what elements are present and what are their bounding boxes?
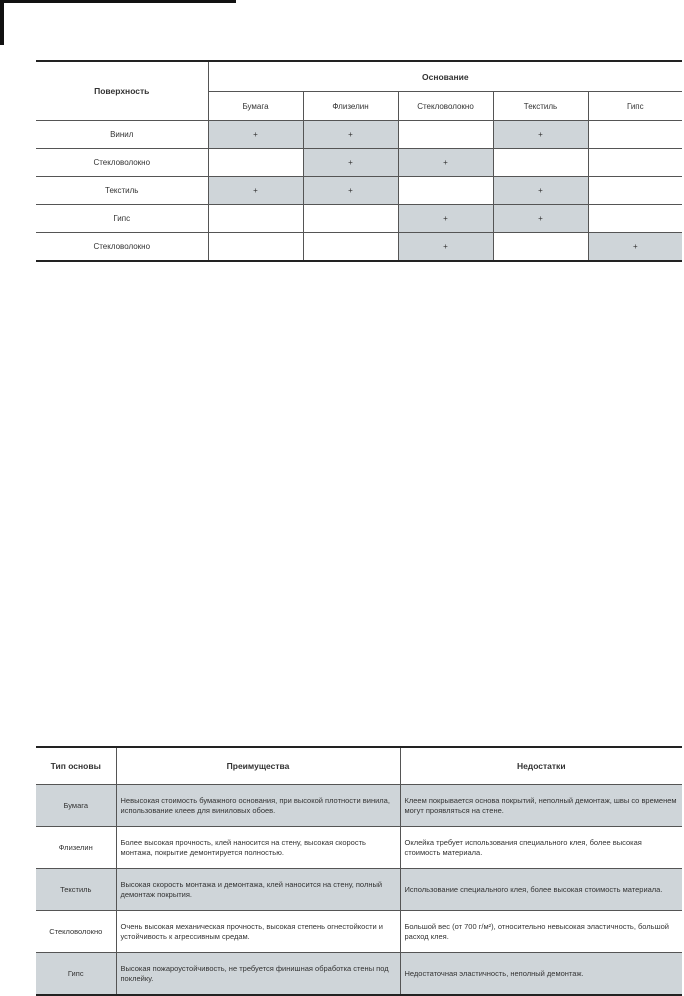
pros-cell: Очень высокая механическая прочность, высокая степень огнестойкости и устойчивость к агрессивным средам. — [116, 911, 400, 953]
page-corner-rule-vertical — [0, 0, 4, 45]
compatibility-cell — [208, 205, 303, 233]
base-type-cell: Стекловолокно — [36, 911, 116, 953]
pros-cell: Более высокая прочность, клей наносится на стену, высокая скорость монтажа, покрытие демонтируется полностью. — [116, 827, 400, 869]
compatibility-cell — [493, 233, 588, 262]
compatibility-cell — [303, 233, 398, 262]
table-row — [36, 785, 682, 827]
table-row — [36, 869, 682, 911]
cons-cell: Большой вес (от 700 г/м²), относительно невысокая эластичность, большой расход клея. — [400, 911, 682, 953]
base-column-label: Гипс — [588, 92, 682, 121]
compatibility-cell: + — [493, 177, 588, 205]
compatibility-cell: + — [303, 177, 398, 205]
table-row — [36, 953, 682, 996]
compatibility-cell: + — [493, 121, 588, 149]
table-row — [36, 827, 682, 869]
surface-label: Гипс — [36, 205, 208, 233]
table-row — [36, 205, 682, 233]
base-type-cell: Текстиль — [36, 869, 116, 911]
pros-cell: Высокая скорость монтажа и демонтажа, клей наносится на стену, полный демонтаж покрытия. — [116, 869, 400, 911]
base-type-cell: Бумага — [36, 785, 116, 827]
compatibility-cell: + — [303, 149, 398, 177]
compatibility-cell: + — [303, 121, 398, 149]
compatibility-cell — [208, 149, 303, 177]
page-corner-rule-horizontal — [0, 0, 236, 3]
table-row — [36, 149, 682, 177]
base-column-header: Основание — [208, 61, 682, 92]
type-column-header: Тип основы — [36, 747, 116, 785]
compatibility-cell — [588, 149, 682, 177]
surface-label: Текстиль — [36, 177, 208, 205]
compatibility-cell: + — [398, 205, 493, 233]
table-row — [36, 177, 682, 205]
table-row — [36, 233, 682, 262]
compatibility-cell: + — [493, 205, 588, 233]
surface-label: Винил — [36, 121, 208, 149]
surface-column-header: Поверхность — [36, 61, 208, 121]
base-column-label: Текстиль — [493, 92, 588, 121]
cons-cell: Оклейка требует использования специального клея, более высокая стоимость материала. — [400, 827, 682, 869]
compatibility-cell: + — [588, 233, 682, 262]
pros-column-header: Преимущества — [116, 747, 400, 785]
table-row — [36, 121, 682, 149]
compatibility-cell — [208, 233, 303, 262]
compatibility-cell — [493, 149, 588, 177]
cons-cell: Использование специального клея, более высокая стоимость материала. — [400, 869, 682, 911]
base-type-cell: Гипс — [36, 953, 116, 996]
cons-column-header: Недостатки — [400, 747, 682, 785]
cons-cell: Клеем покрывается основа покрытий, неполный демонтаж, швы со временем могут проявляться на стене. — [400, 785, 682, 827]
compatibility-cell — [398, 121, 493, 149]
compatibility-cell — [588, 205, 682, 233]
table-row — [36, 911, 682, 953]
cons-cell: Недостаточная эластичность, неполный демонтаж. — [400, 953, 682, 996]
pros-cell: Высокая пожароустойчивость, не требуется финишная обработка стены под поклейку. — [116, 953, 400, 996]
compatibility-cell — [398, 177, 493, 205]
compatibility-cell — [588, 121, 682, 149]
base-column-label: Бумага — [208, 92, 303, 121]
base-column-label: Флизелин — [303, 92, 398, 121]
compatibility-cell: + — [208, 177, 303, 205]
compatibility-cell — [588, 177, 682, 205]
base-column-label: Стекловолокно — [398, 92, 493, 121]
compatibility-cell: + — [208, 121, 303, 149]
compatibility-cell — [303, 205, 398, 233]
pros-cell: Невысокая стоимость бумажного основания, при высокой плотности винила, использование клеев для виниловых обоев. — [116, 785, 400, 827]
surface-base-compatibility-table — [36, 60, 682, 262]
compatibility-cell: + — [398, 233, 493, 262]
compatibility-cell: + — [398, 149, 493, 177]
surface-label: Стекловолокно — [36, 233, 208, 262]
base-types-pros-cons-table — [36, 746, 682, 996]
base-type-cell: Флизелин — [36, 827, 116, 869]
surface-label: Стекловолокно — [36, 149, 208, 177]
